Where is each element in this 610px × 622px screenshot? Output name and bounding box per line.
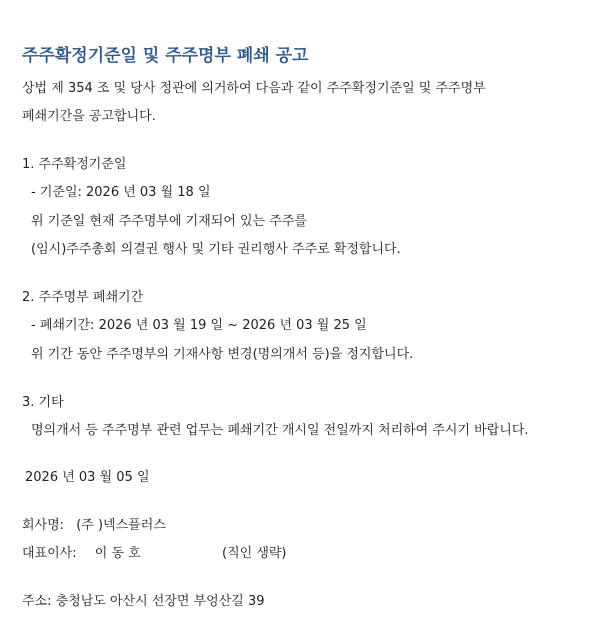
section1-heading: 1. 주주확정기준일 <box>22 157 127 172</box>
company-name-row <box>22 517 166 535</box>
seal-omitted-note: (직인 생략) <box>222 546 287 561</box>
section3-body: 명의개서 등 주주명부 관련 업무는 폐쇄기간 개시일 전일까지 처리하여 주시기 바랍니다. <box>31 423 529 438</box>
section3-heading: 3. 기타 <box>22 395 64 410</box>
closure-period-line: - 폐쇄기간: 2026 년 03 월 19 일 ~ 2026 년 03 월 25 일 <box>31 318 367 333</box>
company-name-value: (주 )넥스플러스 <box>76 518 166 533</box>
record-date-line: - 기준일: 2026 년 03 월 18 일 <box>31 185 211 200</box>
intro-line-1: 상법 제 354 조 및 당사 정관에 의거하여 다음과 같이 주주확정기준일 및 주주명부 <box>22 81 486 96</box>
section1-body-line-2: (임시)주주총회 의결권 행사 및 기타 권리행사 주주로 확정합니다. <box>31 242 401 257</box>
notice-title: 주주확정기준일 및 주주명부 폐쇄 공고 <box>22 46 309 66</box>
section1-body-line-1: 위 기준일 현재 주주명부에 기재되어 있는 주주를 <box>31 214 307 229</box>
intro-line-2: 폐쇄기간을 공고합니다. <box>22 109 156 124</box>
company-address: 주소: 충청남도 아산시 선장면 부엉산길 39 <box>22 594 265 609</box>
company-name-label: 회사명: <box>22 518 65 533</box>
ceo-name: 이 동 호 <box>94 546 141 561</box>
ceo-label: 대표이사: <box>22 546 77 561</box>
section2-body: 위 기간 동안 주주명부의 기재사항 변경(명의개서 등)을 정지합니다. <box>31 347 414 362</box>
notice-date: 2026 년 03 월 05 일 <box>25 470 150 485</box>
section2-heading: 2. 주주명부 폐쇄기간 <box>22 290 144 305</box>
ceo-row <box>22 545 422 563</box>
